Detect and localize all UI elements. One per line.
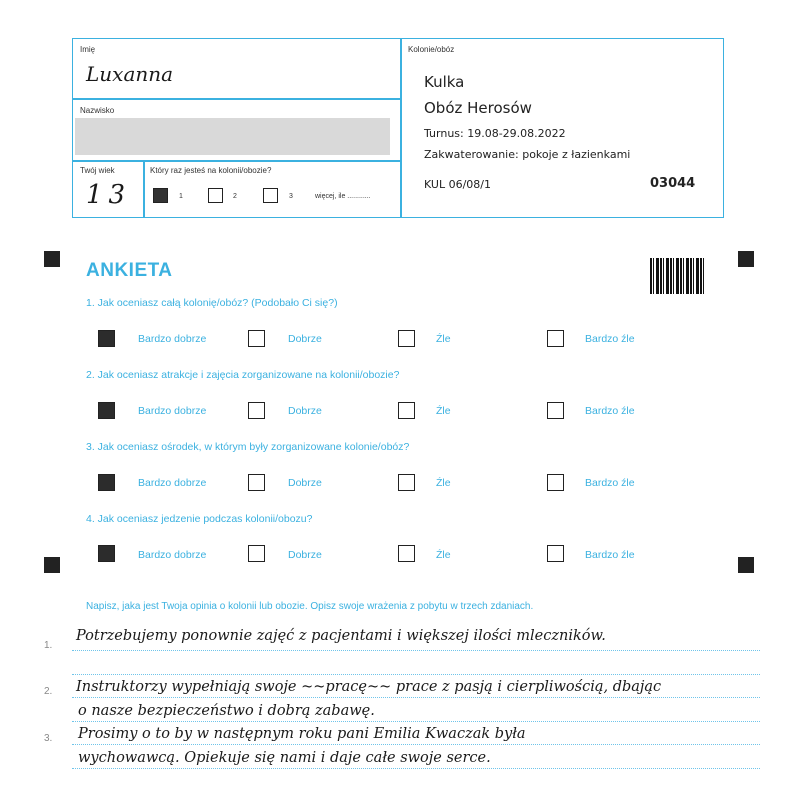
q2-dobrze-checkbox[interactable] xyxy=(248,402,265,419)
q3-zle-label: Źle xyxy=(436,477,451,489)
ktory-option-1: 1 xyxy=(179,193,183,200)
q4-bardzo-zle-checkbox[interactable] xyxy=(547,545,564,562)
writing-line-4 xyxy=(72,721,760,722)
q3-bardzo-dobrze-label: Bardzo dobrze xyxy=(138,477,207,489)
q3-bardzo-zle-label: Bardzo źle xyxy=(585,477,635,489)
survey-title: ANKIETA xyxy=(86,260,173,281)
registration-marker-bottom-right xyxy=(738,557,754,573)
camp-subtitle: Obóz Herosów xyxy=(424,99,532,117)
q4-bardzo-dobrze-checkbox[interactable] xyxy=(98,545,115,562)
line-number-2: 2. xyxy=(44,686,53,697)
line-number-3: 3. xyxy=(44,733,53,744)
zakwaterowanie-text: Zakwaterowanie: pokoje z łazienkami xyxy=(424,148,631,161)
wiek-label: Twój wiek xyxy=(80,166,115,175)
header-divider-1 xyxy=(72,98,400,100)
ktory-checkbox-3[interactable] xyxy=(263,188,278,203)
ktory-option-2: 2 xyxy=(233,193,237,200)
q3-bardzo-dobrze-checkbox[interactable] xyxy=(98,474,115,491)
q2-zle-label: Źle xyxy=(436,405,451,417)
ktory-option-3: 3 xyxy=(289,193,293,200)
line-number-1: 1. xyxy=(44,640,53,651)
question-2: 2. Jak oceniasz atrakcje i zajęcia zorganizowane na kolonii/obozie? xyxy=(86,369,400,381)
imie-label: Imię xyxy=(80,45,96,54)
handwritten-line-1: Potrzebujemy ponownie zajęć z pacjentami i większej ilości mleczników. xyxy=(76,628,606,644)
registration-marker-top-left xyxy=(44,251,60,267)
question-3: 3. Jak oceniasz ośrodek, w którym były zorganizowane kolonie/obóz? xyxy=(86,441,410,453)
writing-line-2 xyxy=(72,674,760,675)
handwritten-line-5: wychowawcą. Opiekuje się nami i daje całe swoje serce. xyxy=(78,750,491,766)
writing-line-3 xyxy=(72,697,760,698)
camp-code: KUL 06/08/1 xyxy=(424,178,491,191)
nazwisko-redacted-field[interactable] xyxy=(75,118,390,155)
q2-bardzo-zle-label: Bardzo źle xyxy=(585,405,635,417)
handwritten-line-3: o nasze bezpieczeństwo i dobrą zabawę. xyxy=(78,703,375,719)
ktory-checkbox-1[interactable] xyxy=(153,188,168,203)
wiek-value[interactable]: 13 xyxy=(86,180,132,210)
turnus-text: Turnus: 19.08-29.08.2022 xyxy=(424,127,566,140)
camp-number: 03044 xyxy=(650,176,696,191)
header-divider-2 xyxy=(72,160,400,162)
q4-bardzo-dobrze-label: Bardzo dobrze xyxy=(138,549,207,561)
q4-zle-label: Źle xyxy=(436,549,451,561)
q2-bardzo-zle-checkbox[interactable] xyxy=(547,402,564,419)
registration-marker-bottom-left xyxy=(44,557,60,573)
registration-marker-top-right xyxy=(738,251,754,267)
q2-zle-checkbox[interactable] xyxy=(398,402,415,419)
question-4: 4. Jak oceniasz jedzenie podczas kolonii/obozu? xyxy=(86,513,313,525)
q1-zle-checkbox[interactable] xyxy=(398,330,415,347)
ktory-label: Który raz jesteś na kolonii/obozie? xyxy=(150,166,272,175)
q1-dobrze-checkbox[interactable] xyxy=(248,330,265,347)
q4-dobrze-label: Dobrze xyxy=(288,549,322,561)
barcode-icon xyxy=(650,258,706,294)
q4-bardzo-zle-label: Bardzo źle xyxy=(585,549,635,561)
writing-line-6 xyxy=(72,768,760,769)
q1-zle-label: Źle xyxy=(436,333,451,345)
q3-dobrze-label: Dobrze xyxy=(288,477,322,489)
writing-line-5 xyxy=(72,744,760,745)
q1-dobrze-label: Dobrze xyxy=(288,333,322,345)
q3-dobrze-checkbox[interactable] xyxy=(248,474,265,491)
q3-bardzo-zle-checkbox[interactable] xyxy=(547,474,564,491)
q1-bardzo-zle-label: Bardzo źle xyxy=(585,333,635,345)
q2-bardzo-dobrze-checkbox[interactable] xyxy=(98,402,115,419)
q3-zle-checkbox[interactable] xyxy=(398,474,415,491)
header-divider-3 xyxy=(143,160,145,218)
opinion-prompt: Napisz, jaka jest Twoja opinia o kolonii lub obozie. Opisz swoje wrażenia z pobytu w trzech zdaniach. xyxy=(86,601,534,612)
q2-dobrze-label: Dobrze xyxy=(288,405,322,417)
kolonie-label: Kolonie/obóz xyxy=(408,45,455,54)
q4-zle-checkbox[interactable] xyxy=(398,545,415,562)
header-divider-vertical xyxy=(400,38,402,218)
q1-bardzo-dobrze-checkbox[interactable] xyxy=(98,330,115,347)
wiecej-label: więcej, ile ............ xyxy=(315,193,371,200)
q1-bardzo-dobrze-label: Bardzo dobrze xyxy=(138,333,207,345)
writing-line-1 xyxy=(72,650,760,651)
nazwisko-label: Nazwisko xyxy=(80,106,115,115)
handwritten-line-2: Instruktorzy wypełniają swoje ~~pracę~~ prace z pasją i cierpliwością, dbając xyxy=(76,679,662,695)
q2-bardzo-dobrze-label: Bardzo dobrze xyxy=(138,405,207,417)
q1-bardzo-zle-checkbox[interactable] xyxy=(547,330,564,347)
question-1: 1. Jak oceniasz całą kolonię/obóz? (Podobało Ci się?) xyxy=(86,297,338,309)
q4-dobrze-checkbox[interactable] xyxy=(248,545,265,562)
ktory-checkbox-2[interactable] xyxy=(208,188,223,203)
imie-value[interactable]: Luxanna xyxy=(86,62,174,86)
camp-name: Kulka xyxy=(424,73,465,91)
handwritten-line-4: Prosimy o to by w następnym roku pani Emilia Kwaczak była xyxy=(78,726,526,742)
